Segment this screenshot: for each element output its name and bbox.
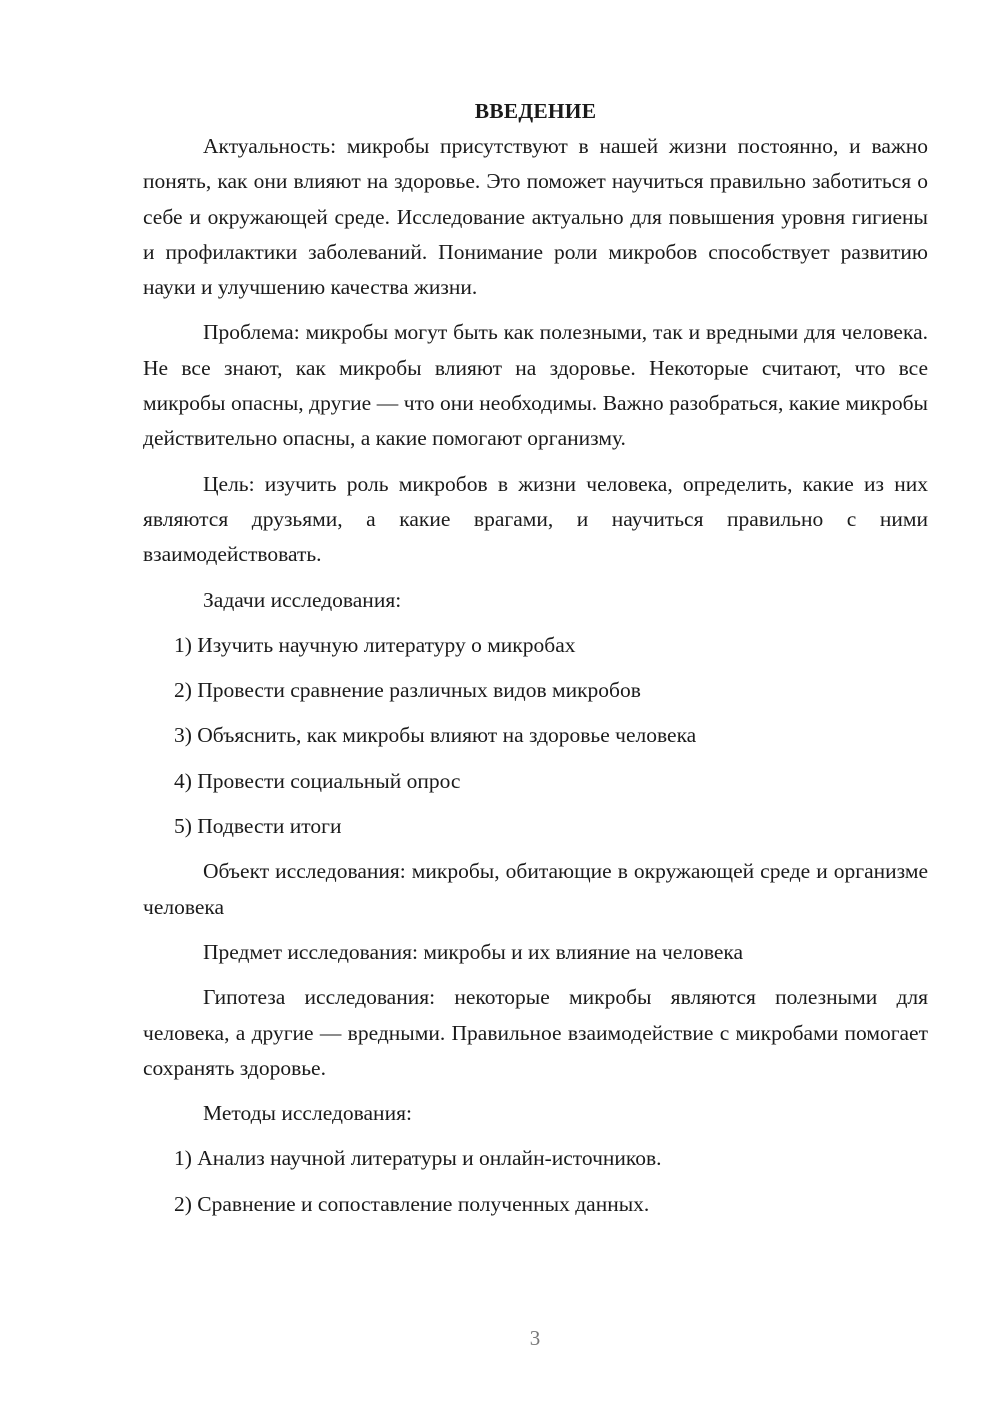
object-paragraph: Объект исследования: микробы, обитающие в окружающей среде и организме человека	[143, 859, 928, 919]
page-number: 3	[529, 1326, 541, 1350]
list-item: 2) Сравнение и сопоставление полученных данных.	[174, 1191, 650, 1216]
page-title: ВВЕДЕНИЕ	[474, 99, 597, 123]
document-page	[143, 94, 928, 1222]
list-item: 4) Провести социальный опрос	[174, 768, 461, 793]
methods-list	[143, 1141, 928, 1222]
hypothesis-paragraph: Гипотеза исследования: некоторые микробы являются полезными для человека, а другие — вредными. Правильное взаимодействие с микробами помогает сохранять здоровье.	[143, 985, 928, 1080]
goal-paragraph: Цель: изучить роль микробов в жизни человека, определить, какие из них являются друзьями, а какие врагами, и научиться правильно с ними взаимодействовать.	[143, 471, 928, 567]
problem-paragraph: Проблема: микробы могут быть как полезными, так и вредными для человека. Не все знают, как микробы влияют на здоровье. Некоторые считают, что все микробы опасны, другие — что они необходимы. Важно разобраться, какие микробы действительно опасны, а какие помогают организму.	[143, 320, 928, 451]
list-item: 3) Объяснить, как микробы влияют на здоровье человека	[174, 723, 697, 748]
list-item: 2) Провести сравнение различных видов микробов	[174, 678, 641, 703]
list-item: 1) Анализ научной литературы и онлайн-источников.	[174, 1146, 662, 1171]
tasks-list	[143, 628, 928, 844]
relevance-paragraph: Актуальность: микробы присутствуют в нашей жизни постоянно, и важно понять, как они влияют на здоровье. Это поможет научиться правильно заботиться о себе и окружающей среде. Исследование актуально для повышения уровня гигиены и профилактики заболеваний. Понимание роли микробов способствует развитию науки и улучшению качества жизни.	[143, 134, 928, 300]
tasks-heading: Задачи исследования:	[203, 587, 402, 612]
subject-paragraph: Предмет исследования: микробы и их влияние на человека	[203, 939, 744, 964]
list-item: 1) Изучить научную литературу о микробах	[174, 632, 576, 657]
methods-heading: Методы исследования:	[203, 1101, 412, 1126]
list-item: 5) Подвести итоги	[174, 814, 342, 839]
